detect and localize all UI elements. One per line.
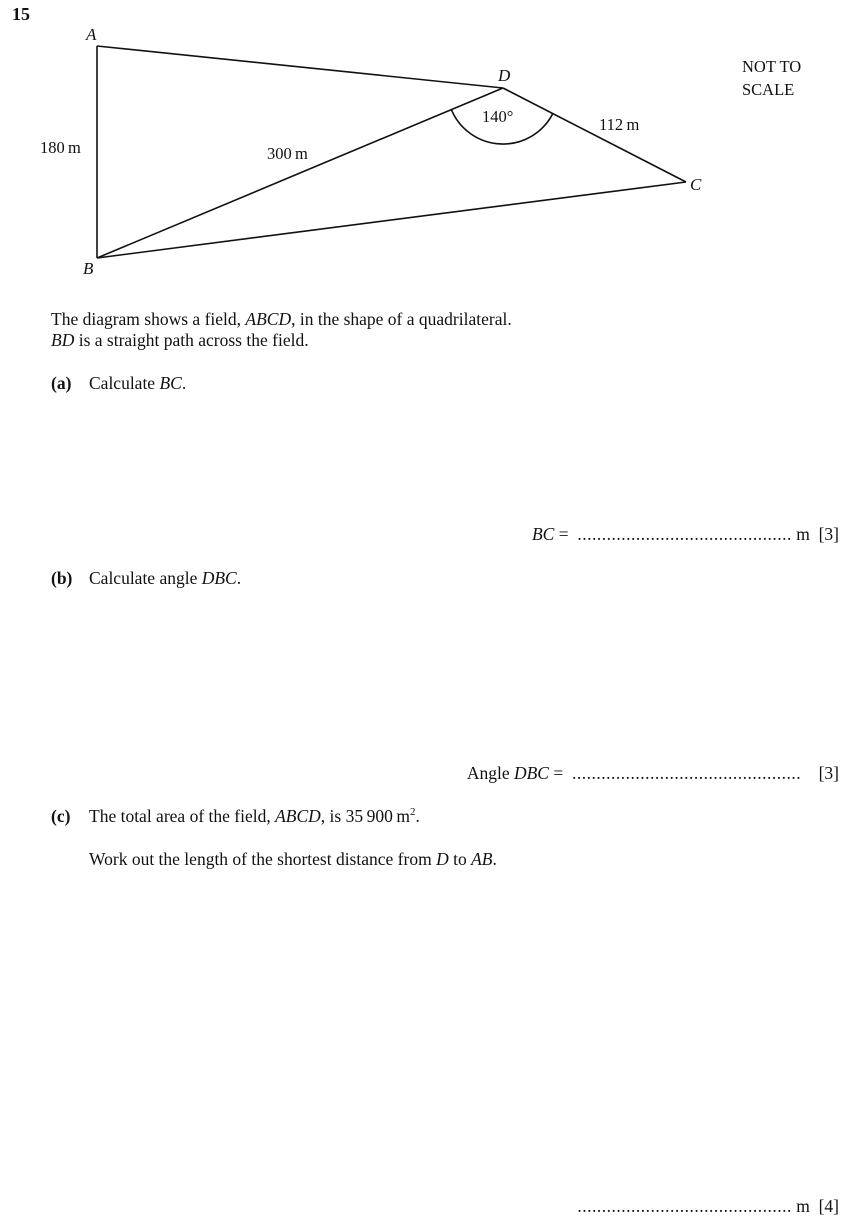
part-a-answer-field[interactable]: ............................................ (577, 524, 792, 544)
intro-line-1: The diagram shows a field, ABCD, in the shape of a quadrilateral. (51, 309, 512, 329)
not-to-scale-line2: SCALE (742, 80, 795, 99)
part-b-label: (b) (51, 568, 73, 588)
angle-label-d: 140° (482, 107, 514, 126)
part-c-instruction: Work out the length of the shortest distance from D to AB. (89, 849, 497, 869)
length-label-ab: 180 m (40, 138, 81, 157)
vertex-label-b: B (83, 259, 94, 278)
part-c-question: (c) The total area of the field, ABCD, is 35 900 $m^2$. (51, 806, 420, 826)
part-a-question: (a) Calculate BC. (51, 373, 187, 393)
vertex-label-a: A (86, 25, 97, 44)
part-b-question: (b) Calculate angle DBC. (51, 568, 242, 588)
side-dc (503, 88, 686, 182)
part-b-answer-line[interactable]: Angle DBC = ............................................... [3] (466, 763, 839, 783)
side-bc (97, 182, 686, 258)
part-a-label: (a) (51, 373, 72, 393)
part-b-answer-field[interactable]: ............................................... (571, 763, 802, 783)
question-number: 15 (12, 4, 30, 24)
vertex-label-d: D (498, 66, 511, 85)
vertex-label-c: C (690, 175, 702, 194)
intro-line-2: BD is a straight path across the field. (51, 330, 309, 350)
length-label-bd: 300 m (267, 144, 308, 163)
part-c-label: (c) (51, 806, 71, 826)
part-c-answer-field[interactable]: ............................................ (577, 1196, 792, 1216)
part-c-marks: [4] (818, 1196, 839, 1216)
part-a-answer-line[interactable]: BC = ............................................ m [3] (531, 524, 839, 544)
part-a-marks: [3] (818, 524, 839, 544)
side-ad (97, 46, 503, 88)
not-to-scale-line1: NOT TO (742, 57, 802, 76)
part-c-answer-line[interactable]: ............................................ m [4] (577, 1196, 839, 1216)
quadrilateral-diagram (0, 0, 853, 300)
part-b-marks: [3] (818, 763, 839, 783)
length-label-dc: 112 m (599, 115, 640, 134)
